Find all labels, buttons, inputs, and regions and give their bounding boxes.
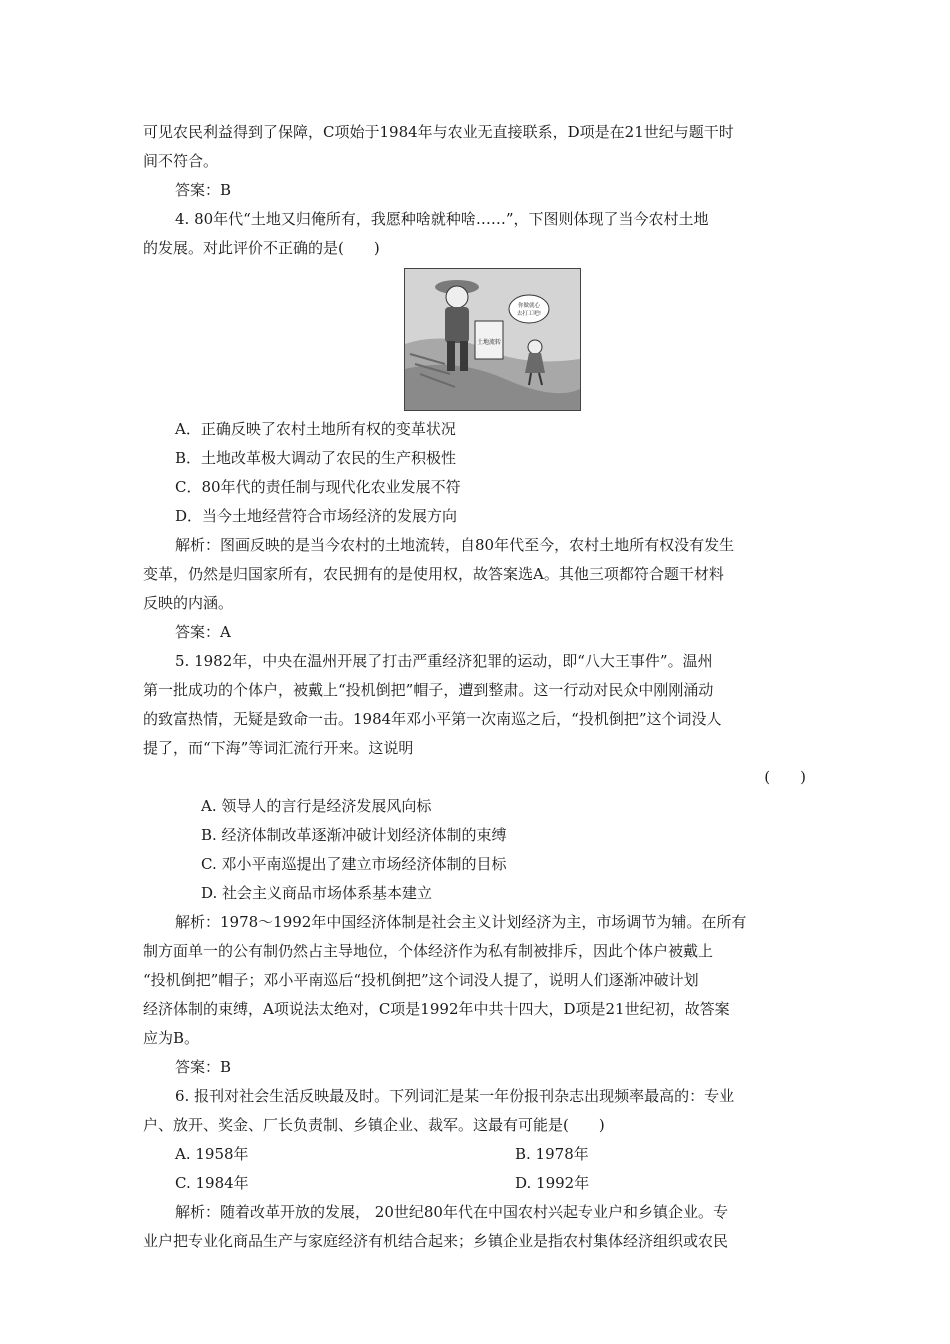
q4-option-c: C．80年代的责任制与现代化农业发展不符 (175, 478, 461, 496)
cartoon-figure (404, 268, 581, 411)
q4-option-b: B．土地改革极大调动了农民的生产积极性 (175, 449, 457, 467)
question-5-stem: 提了，而“下海”等词汇流行开来。这说明 (143, 739, 414, 757)
question-4-stem: 4. 80年代“土地又归俺所有，我愿种啥就种啥……”，下图则体现了当今农村土地 (175, 210, 709, 228)
q5-analysis: 经济体制的束缚，A项说法太绝对，C项是1992年中共十四大，D项是21世纪初，故答案 (143, 1000, 730, 1018)
question-6-stem: 户、放开、奖金、厂长负责制、乡镇企业、裁军。这最有可能是( ) (143, 1116, 605, 1134)
q4-analysis: 变革，仍然是归国家所有，农民拥有的是使用权，故答案选A。其他三项都符合题干材料 (143, 565, 724, 583)
question-5-stem: 的致富热情，无疑是致命一击。1984年邓小平第一次南巡之后，“投机倒把”这个词没人 (143, 710, 722, 728)
question-6-stem: 6. 报刊对社会生活反映最及时。下列词汇是某一年份报刊杂志出现频率最高的：专业 (175, 1087, 735, 1105)
q4-option-a: A．正确反映了农村土地所有权的变革状况 (175, 420, 456, 438)
q6-analysis: 解析：随着改革开放的发展， 20世纪80年代在中国农村兴起专业户和乡镇企业。专 (175, 1203, 728, 1221)
q5-analysis: 解析：1978～1992年中国经济体制是社会主义计划经济为主，市场调节为辅。在所有 (175, 913, 747, 931)
q4-analysis: 解析：图画反映的是当今农村的土地流转，自80年代至今，农村土地所有权没有发生 (175, 536, 735, 554)
q5-analysis: 应为B。 (143, 1029, 200, 1047)
q6-option-a: A. 1958年 (175, 1145, 249, 1163)
answer-q3: 答案：B (175, 181, 232, 199)
q6-analysis: 业户把专业化商品生产与家庭经济有机结合起来；乡镇企业是指农村集体经济组织或农民 (143, 1232, 729, 1250)
q4-option-d: D．当今土地经营符合市场经济的发展方向 (175, 507, 458, 525)
q6-option-c: C. 1984年 (175, 1174, 249, 1192)
text-line: 可见农民利益得到了保障，C项始于1984年与农业无直接联系，D项是在21世纪与题干时 (143, 123, 734, 141)
q5-analysis: “投机倒把”帽子；邓小平南巡后“投机倒把”这个词没人提了，说明人们逐渐冲破计划 (143, 971, 699, 989)
sign-text: 土地流转 (476, 339, 502, 346)
bubble-text-1: 你做就心 (517, 303, 541, 309)
text-line: 间不符合。 (143, 152, 219, 170)
q6-option-b: B. 1978年 (515, 1145, 589, 1163)
bubble-text-2: 去打工吧! (516, 311, 542, 317)
q5-answer-blank: ( ) (764, 768, 806, 786)
question-5-stem: 5. 1982年，中央在温州开展了打击严重经济犯罪的运动，即“八大王事件”。温州 (175, 652, 713, 670)
q6-option-d: D. 1992年 (515, 1174, 590, 1192)
q5-option-d: D. 社会主义商品市场体系基本建立 (201, 884, 433, 902)
q5-option-b: B. 经济体制改革逐渐冲破计划经济体制的束缚 (201, 826, 507, 844)
answer-q4: 答案：A (175, 623, 231, 641)
q5-analysis: 制方面单一的公有制仍然占主导地位，个体经济作为私有制被排斥，因此个体户被戴上 (143, 942, 714, 960)
q5-option-c: C. 邓小平南巡提出了建立市场经济体制的目标 (201, 855, 507, 873)
question-4-stem-cont: 的发展。对此评价不正确的是( ) (143, 239, 380, 257)
answer-q5: 答案：B (175, 1058, 232, 1076)
q6-options-row-2 (143, 1169, 808, 1198)
question-5-stem: 第一批成功的个体户，被戴上“投机倒把”帽子，遭到整肃。这一行动对民众中刚刚涌动 (143, 681, 714, 699)
q4-analysis: 反映的内涵。 (143, 594, 234, 612)
q5-option-a: A. 领导人的言行是经济发展风向标 (201, 797, 432, 815)
q6-options-row-1 (143, 1140, 808, 1169)
